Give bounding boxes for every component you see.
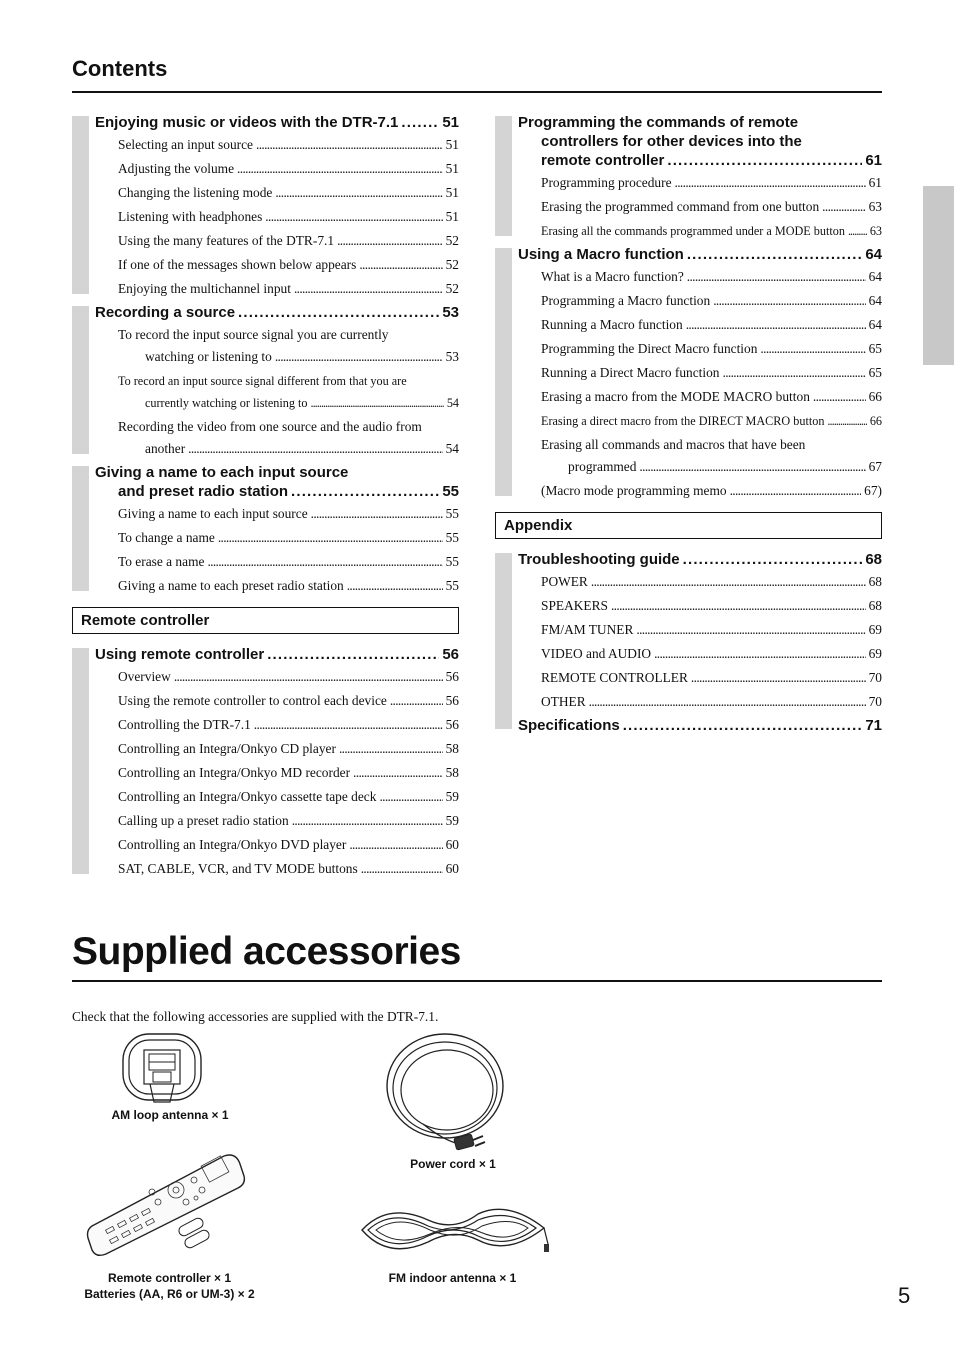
toc-item[interactable] <box>95 134 459 156</box>
toc-page-number: 55 <box>445 506 459 521</box>
toc-label: Using a Macro function <box>518 246 684 263</box>
toc-label: VIDEO and AUDIO <box>541 646 652 661</box>
toc-page-number: 54 <box>446 396 459 410</box>
toc-leader-dots <box>683 550 863 569</box>
toc-label: programmed <box>568 459 637 474</box>
toc-item[interactable] <box>518 338 882 360</box>
toc-item[interactable] <box>95 834 459 856</box>
section-shade-bar <box>72 116 89 294</box>
toc-leader-dots <box>267 645 439 664</box>
toc-section <box>72 300 459 460</box>
toc-item[interactable] <box>95 182 459 204</box>
fm-indoor-antenna-caption: FM indoor antenna × 1 <box>388 1271 517 1285</box>
toc-leader-dots <box>589 691 866 713</box>
toc-label: Selecting an input source <box>118 137 253 152</box>
toc-page-number: 55 <box>445 578 459 593</box>
toc-page-number: 52 <box>445 281 459 296</box>
toc-heading-line: Giving a name to each input source <box>95 464 349 481</box>
toc-label: What is a Macro function? <box>541 269 684 284</box>
toc-item[interactable] <box>95 738 459 760</box>
contents-right-column <box>495 110 882 735</box>
toc-item[interactable] <box>95 762 459 784</box>
toc-page-number: 56 <box>442 646 459 663</box>
toc-page-number: 71 <box>865 717 882 734</box>
toc-label: Specifications <box>518 717 620 734</box>
toc-label: Giving a name to each preset radio station <box>118 578 344 593</box>
toc-item[interactable] <box>95 786 459 808</box>
toc-item[interactable] <box>95 370 459 414</box>
toc-heading-line: controllers for other devices into the <box>541 133 802 150</box>
toc-heading[interactable] <box>95 110 459 132</box>
toc-leader-dots <box>294 278 443 300</box>
toc-item[interactable] <box>518 196 882 218</box>
toc-item[interactable] <box>518 220 882 242</box>
toc-label: Troubleshooting guide <box>518 551 680 568</box>
toc-leader-dots <box>174 666 443 688</box>
toc-item[interactable] <box>95 503 459 525</box>
toc-label: another <box>145 441 186 456</box>
toc-leader-dots <box>237 158 443 180</box>
toc-leader-dots <box>337 230 443 252</box>
toc-label: Erasing a direct macro from the DIRECT MACRO button <box>541 414 825 428</box>
toc-label: Giving a name to each input source <box>118 506 308 521</box>
toc-leader-dots <box>813 386 866 408</box>
toc-leader-dots <box>291 482 439 501</box>
toc-label: Listening with headphones <box>118 209 263 224</box>
toc-page-number: 51 <box>442 114 459 131</box>
toc-section <box>72 110 459 300</box>
toc-page-number: 68 <box>868 598 882 613</box>
toc-page-number: 63 <box>868 199 882 214</box>
toc-label: Changing the listening mode <box>118 185 273 200</box>
toc-page-number: 70 <box>868 694 882 709</box>
toc-item[interactable] <box>95 666 459 688</box>
toc-leader-dots <box>686 314 866 336</box>
toc-leader-dots <box>723 362 866 384</box>
toc-page-number: 61 <box>865 152 882 169</box>
toc-item[interactable] <box>95 810 459 832</box>
toc-page-number: 67) <box>864 483 882 498</box>
toc-heading[interactable] <box>518 713 882 735</box>
toc-page-number: 58 <box>445 765 459 780</box>
toc-leader-dots <box>639 456 865 478</box>
toc-label: Using remote controller <box>95 646 265 663</box>
toc-heading[interactable] <box>95 300 459 322</box>
toc-leader-dots <box>359 254 442 276</box>
appendix-box: Appendix <box>495 512 882 539</box>
toc-page-number: 51 <box>445 209 459 224</box>
section-shade-bar <box>72 648 89 874</box>
toc-label: Running a Direct Macro function <box>541 365 720 380</box>
toc-label: Programming a Macro function <box>541 293 711 308</box>
toc-page-number: 53 <box>445 349 459 364</box>
toc-page-number: 69 <box>868 646 882 661</box>
toc-heading[interactable] <box>518 242 882 264</box>
accessories-rule <box>72 980 882 982</box>
toc-page-number: 64 <box>868 269 882 284</box>
toc-label: Overview <box>118 669 171 684</box>
toc-label: REMOTE CONTROLLER <box>541 670 688 685</box>
toc-leader-dots <box>591 571 866 593</box>
toc-label: Running a Macro function <box>541 317 683 332</box>
toc-label: Erasing all the commands programmed under a MODE button <box>541 224 845 238</box>
toc-label: To erase a name <box>118 554 205 569</box>
toc-label: Erasing a macro from the MODE MACRO button <box>541 389 810 404</box>
toc-leader-dots <box>760 338 865 360</box>
toc-item[interactable] <box>95 230 459 252</box>
toc-page-number: 59 <box>445 813 459 828</box>
toc-leader-dots <box>713 290 865 312</box>
toc-item[interactable] <box>95 206 459 228</box>
toc-item[interactable] <box>95 254 459 276</box>
remote-controller-box: Remote controller <box>72 607 459 634</box>
toc-page-number: 60 <box>445 861 459 876</box>
toc-label: Programming the Direct Macro function <box>541 341 758 356</box>
toc-item[interactable] <box>518 266 882 288</box>
toc-leader-dots <box>339 738 443 760</box>
toc-page-number: 51 <box>445 137 459 152</box>
section-tab <box>923 186 954 365</box>
section-shade-bar <box>495 248 512 496</box>
toc-label: OTHER <box>541 694 586 709</box>
toc-label: Controlling an Integra/Onkyo CD player <box>118 741 336 756</box>
fm-indoor-antenna-illustration <box>358 1200 550 1262</box>
toc-item[interactable] <box>95 416 459 460</box>
toc-leader-dots <box>390 690 443 712</box>
toc-label: Controlling the DTR-7.1 <box>118 717 251 732</box>
toc-label: Erasing the programmed command from one button <box>541 199 820 214</box>
section-shade-bar <box>72 466 89 591</box>
toc-leader-dots <box>691 667 866 689</box>
toc-page-number: 65 <box>868 365 882 380</box>
toc-item[interactable] <box>518 386 882 408</box>
toc-page-number: 64 <box>868 293 882 308</box>
toc-label: Recording a source <box>95 304 236 321</box>
toc-label: Using the many features of the DTR-7.1 <box>118 233 335 248</box>
toc-label: SPEAKERS <box>541 598 608 613</box>
toc-item-line: Erasing all commands and macros that have been <box>541 437 806 452</box>
toc-leader-dots <box>848 220 867 242</box>
power-cord-caption: Power cord × 1 <box>410 1157 496 1171</box>
toc-label: Enjoying the multichannel input <box>118 281 291 296</box>
toc-leader-dots <box>349 834 442 856</box>
toc-item[interactable] <box>95 278 459 300</box>
toc-leader-dots <box>654 643 866 665</box>
toc-label: remote controller <box>541 152 665 169</box>
toc-page-number: 60 <box>445 837 459 852</box>
toc-leader-dots <box>218 527 443 549</box>
toc-item[interactable] <box>518 362 882 384</box>
toc-label: Programming procedure <box>541 175 672 190</box>
toc-item[interactable] <box>518 643 882 665</box>
toc-heading[interactable] <box>95 642 459 664</box>
toc-page-number: 52 <box>445 233 459 248</box>
toc-item[interactable] <box>518 410 882 432</box>
am-loop-antenna-illustration <box>120 1032 204 1104</box>
toc-leader-dots <box>311 503 443 525</box>
toc-item[interactable] <box>95 575 459 597</box>
remote-controller-illustration <box>86 1150 246 1258</box>
toc-leader-dots <box>827 410 866 432</box>
toc-item[interactable] <box>518 619 882 641</box>
toc-label: Controlling an Integra/Onkyo DVD player <box>118 837 347 852</box>
batteries-caption: Batteries (AA, R6 or UM-3) × 2 <box>84 1287 255 1301</box>
toc-label: SAT, CABLE, VCR, and TV MODE buttons <box>118 861 358 876</box>
toc-leader-dots <box>254 714 443 736</box>
toc-leader-dots <box>822 196 865 218</box>
toc-item[interactable] <box>518 314 882 336</box>
toc-item[interactable] <box>95 527 459 549</box>
toc-label: FM/AM TUNER <box>541 622 634 637</box>
toc-leader-dots <box>188 438 442 460</box>
toc-label: Controlling an Integra/Onkyo cassette tape deck <box>118 789 377 804</box>
toc-page-number: 53 <box>442 304 459 321</box>
contents-left-column <box>72 110 459 880</box>
toc-section <box>495 110 882 242</box>
toc-heading[interactable] <box>95 460 459 501</box>
toc-section <box>518 713 882 735</box>
toc-item[interactable] <box>518 172 882 194</box>
toc-label: Controlling an Integra/Onkyo MD recorder <box>118 765 351 780</box>
toc-label: (Macro mode programming memo <box>541 483 727 498</box>
toc-item[interactable] <box>95 858 459 880</box>
toc-item[interactable] <box>95 690 459 712</box>
toc-page-number: 69 <box>868 622 882 637</box>
toc-item[interactable] <box>518 290 882 312</box>
toc-leader-dots <box>207 551 442 573</box>
section-shade-bar <box>72 306 89 454</box>
toc-page-number: 58 <box>445 741 459 756</box>
toc-label: Using the remote controller to control each device <box>118 693 387 708</box>
toc-label: POWER <box>541 574 588 589</box>
toc-section <box>518 547 882 713</box>
toc-leader-dots <box>401 113 439 132</box>
am-loop-antenna-caption: AM loop antenna × 1 <box>111 1108 229 1122</box>
toc-item-line: Recording the video from one source and the audio from <box>118 419 422 434</box>
accessories-intro: Check that the following accessories are supplied with the DTR-7.1. <box>72 1009 439 1024</box>
toc-page-number: 64 <box>868 317 882 332</box>
toc-page-number: 56 <box>445 669 459 684</box>
section-shade-bar <box>495 553 512 729</box>
toc-section <box>495 242 882 502</box>
toc-item[interactable] <box>95 324 459 368</box>
toc-label: and preset radio station <box>118 483 289 500</box>
toc-leader-dots <box>687 266 866 288</box>
toc-item[interactable] <box>518 667 882 689</box>
toc-page-number: 52 <box>445 257 459 272</box>
toc-label: Adjusting the volume <box>118 161 235 176</box>
remote-controller-caption: Remote controller × 1 <box>107 1271 232 1285</box>
toc-item[interactable] <box>518 571 882 593</box>
toc-label: currently watching or listening to <box>145 396 308 410</box>
toc-item-line: To record the input source signal you are currently <box>118 327 389 342</box>
toc-leader-dots <box>730 480 862 502</box>
toc-leader-dots <box>667 151 862 170</box>
toc-leader-dots <box>310 392 443 414</box>
toc-page-number: 54 <box>445 441 459 456</box>
toc-page-number: 68 <box>868 574 882 589</box>
toc-item[interactable] <box>95 714 459 736</box>
toc-heading-line: Programming the commands of remote <box>518 114 799 131</box>
contents-title: Contents <box>72 56 168 81</box>
toc-page-number: 65 <box>868 341 882 356</box>
toc-leader-dots <box>353 762 443 784</box>
toc-page-number: 51 <box>445 185 459 200</box>
toc-label: Calling up a preset radio station <box>118 813 289 828</box>
toc-leader-dots <box>623 716 863 735</box>
toc-leader-dots <box>687 245 862 264</box>
toc-page-number: 55 <box>442 483 459 500</box>
toc-leader-dots <box>611 595 866 617</box>
toc-page-number: 55 <box>445 554 459 569</box>
page-number: 5 <box>898 1283 911 1308</box>
contents-rule <box>72 91 882 93</box>
toc-heading[interactable] <box>518 110 882 170</box>
section-shade-bar <box>495 116 512 236</box>
toc-page-number: 61 <box>868 175 882 190</box>
toc-leader-dots <box>238 303 439 322</box>
toc-page-number: 56 <box>445 717 459 732</box>
toc-page-number: 68 <box>865 551 882 568</box>
toc-item[interactable] <box>518 480 882 502</box>
toc-page-number: 67 <box>868 459 882 474</box>
toc-label: watching or listening to <box>145 349 272 364</box>
toc-page-number: 63 <box>869 224 882 238</box>
toc-page-number: 56 <box>445 693 459 708</box>
toc-page-number: 66 <box>868 389 882 404</box>
toc-page-number: 66 <box>869 414 882 428</box>
toc-item[interactable] <box>95 158 459 180</box>
toc-page-number: 70 <box>868 670 882 685</box>
toc-leader-dots <box>379 786 442 808</box>
toc-item[interactable] <box>95 551 459 573</box>
toc-leader-dots <box>275 346 443 368</box>
toc-item[interactable] <box>518 595 882 617</box>
toc-heading[interactable] <box>518 547 882 569</box>
toc-leader-dots <box>256 134 443 156</box>
toc-label: To change a name <box>118 530 215 545</box>
toc-leader-dots <box>675 172 866 194</box>
toc-item-line: To record an input source signal different from that you are <box>118 374 407 388</box>
toc-item[interactable] <box>518 691 882 713</box>
toc-section <box>72 642 459 880</box>
power-cord-illustration <box>383 1032 509 1156</box>
toc-page-number: 59 <box>445 789 459 804</box>
appendix-sections <box>495 547 882 735</box>
toc-label: If one of the messages shown below appears <box>118 257 357 272</box>
toc-page-number: 51 <box>445 161 459 176</box>
toc-leader-dots <box>292 810 443 832</box>
toc-leader-dots <box>361 858 443 880</box>
toc-leader-dots <box>265 206 442 228</box>
toc-leader-dots <box>636 619 865 641</box>
toc-page-number: 55 <box>445 530 459 545</box>
toc-page-number: 64 <box>865 246 882 263</box>
toc-leader-dots <box>347 575 443 597</box>
toc-item[interactable] <box>518 434 882 478</box>
toc-section <box>72 460 459 597</box>
toc-leader-dots <box>275 182 442 204</box>
accessories-title: Supplied accessories <box>72 930 461 973</box>
toc-label: Enjoying music or videos with the DTR-7.1 <box>95 114 399 131</box>
